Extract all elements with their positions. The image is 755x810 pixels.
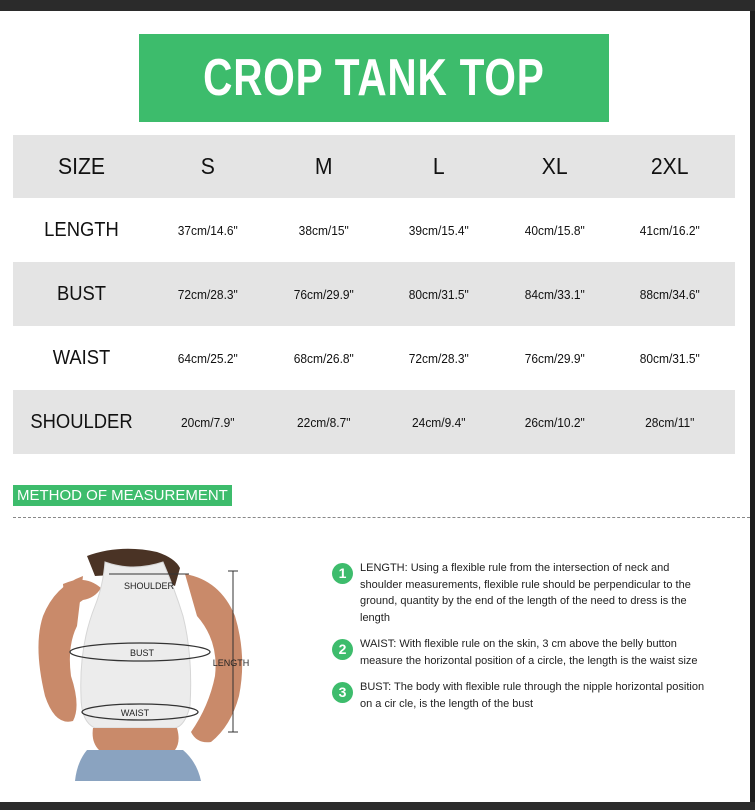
header-cell: M — [314, 153, 333, 179]
table-row — [13, 390, 735, 454]
row-label: BUST — [56, 282, 107, 305]
method-heading: METHOD OF MEASUREMENT — [13, 485, 232, 506]
hand-shape — [63, 580, 101, 607]
table-cell: 20cm/7.9" — [181, 414, 235, 430]
size-chart-sheet — [0, 11, 750, 802]
page-title: CROP TANK TOP — [203, 49, 545, 107]
step-number-icon: 2 — [332, 639, 353, 660]
table-cell: 76cm/29.9" — [293, 286, 354, 302]
measurement-steps — [332, 560, 712, 722]
title-banner — [139, 34, 609, 122]
window-top-bar — [0, 0, 755, 11]
size-table — [13, 135, 735, 454]
step-item — [332, 560, 712, 626]
table-cell: 88cm/34.6" — [639, 286, 700, 302]
table-cell: 41cm/16.2" — [639, 222, 700, 238]
window-bottom-bar — [0, 802, 755, 810]
table-cell: 80cm/31.5" — [408, 286, 469, 302]
header-cell: S — [200, 153, 215, 179]
row-label: SHOULDER — [30, 410, 133, 433]
table-cell: 40cm/15.8" — [524, 222, 585, 238]
table-cell: 26cm/10.2" — [524, 414, 585, 430]
step-item — [332, 636, 712, 669]
midriff-shape — [93, 728, 179, 750]
step-number-icon: 1 — [332, 563, 353, 584]
step-text: WAIST: With flexible rule on the skin, 3 cm above the belly button measure the horizontal position of a circle, the length is the waist size — [360, 638, 698, 667]
table-row — [13, 326, 735, 390]
table-cell: 72cm/28.3" — [408, 350, 469, 366]
length-label: LENGTH — [212, 658, 250, 668]
shoulder-label: SHOULDER — [123, 581, 175, 591]
table-cell: 22cm/8.7" — [296, 414, 350, 430]
header-cell: SIZE — [57, 153, 106, 179]
header-cell: L — [432, 153, 445, 179]
jeans-shape — [75, 750, 201, 781]
table-cell: 64cm/25.2" — [177, 350, 238, 366]
step-text: BUST: The body with flexible rule through the nipple horizontal position on a cir cle, is the length of the bust — [360, 681, 705, 710]
table-cell: 76cm/29.9" — [524, 350, 585, 366]
header-cell: 2XL — [650, 153, 689, 179]
step-item — [332, 679, 712, 712]
table-cell: 80cm/31.5" — [639, 350, 700, 366]
table-cell: 68cm/26.8" — [293, 350, 354, 366]
table-cell: 39cm/15.4" — [408, 222, 469, 238]
row-label: WAIST — [52, 346, 111, 369]
table-cell: 72cm/28.3" — [177, 286, 238, 302]
table-row — [13, 198, 735, 262]
row-label: LENGTH — [44, 218, 119, 241]
bust-label: BUST — [129, 648, 155, 658]
table-cell: 37cm/14.6" — [177, 222, 238, 238]
window-scrollbar[interactable] — [750, 11, 755, 810]
table-cell: 24cm/9.4" — [412, 414, 466, 430]
measurement-figure — [25, 546, 255, 781]
table-row — [13, 262, 735, 326]
table-cell: 38cm/15" — [298, 222, 349, 238]
dashed-divider — [13, 517, 750, 518]
header-cell: XL — [541, 153, 568, 179]
step-number-icon: 3 — [332, 682, 353, 703]
table-header-row — [13, 135, 735, 198]
step-text: LENGTH: Using a flexible rule from the intersection of neck and shoulder measurements, flexible rule should be perpendicular to the ground, quantity by the end of the length of the need to dress is the length — [360, 562, 691, 624]
table-cell: 84cm/33.1" — [524, 286, 585, 302]
table-cell: 28cm/11" — [645, 414, 695, 430]
waist-label: WAIST — [120, 708, 150, 718]
